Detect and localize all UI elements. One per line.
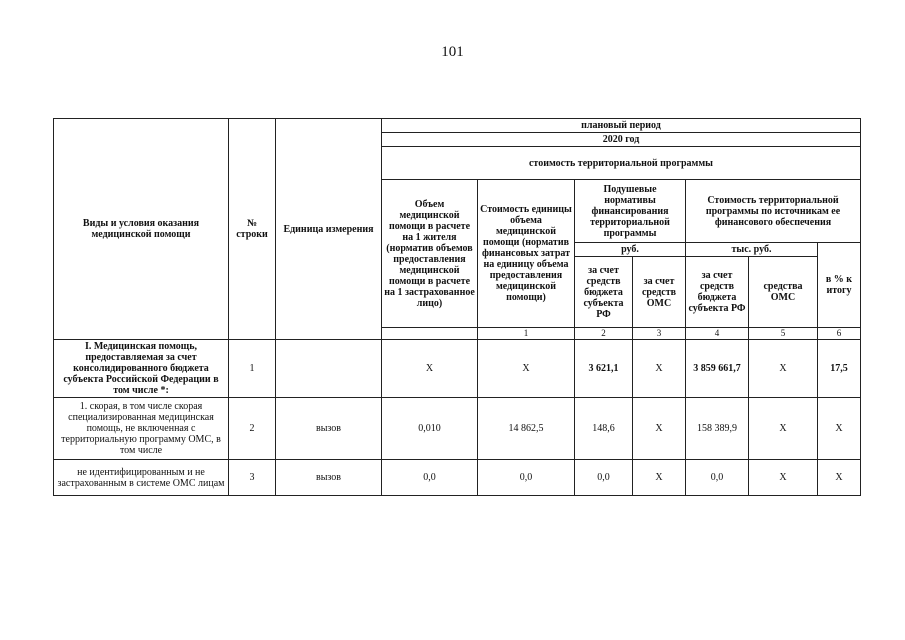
header-program-cost: стоимость территориальной программы [382, 147, 861, 180]
header-unit: Единица измерения [276, 119, 382, 340]
row-oms-rub: X [633, 460, 686, 496]
row-name: 1. скорая, в том числе скорая специализированная медицинская помощь, не включенная с территориальную программу ОМС, в том числе [54, 398, 229, 460]
header-unit-cost: Стоимость единицы объема медицинской помощи (норматив финансовых затрат на единицу объема предоставления медицинской помощи) [478, 180, 575, 328]
row-percent: 17,5 [818, 340, 861, 398]
table-row [54, 340, 861, 398]
row-unit-cost: 0,0 [478, 460, 575, 496]
row-oms-thousand: X [749, 398, 818, 460]
header-thousand-rub: тыс. руб. [686, 243, 818, 257]
column-number: 5 [749, 328, 818, 340]
row-budget-rub: 3 621,1 [575, 340, 633, 398]
row-oms-thousand: X [749, 460, 818, 496]
column-number: 4 [686, 328, 749, 340]
header-oms-funds: за счет средств ОМС [633, 257, 686, 328]
row-no: 3 [229, 460, 276, 496]
table-row [54, 460, 861, 496]
row-volume: 0,0 [382, 460, 478, 496]
header-rub: руб. [575, 243, 686, 257]
row-budget-rub: 148,6 [575, 398, 633, 460]
row-unit-cost: 14 862,5 [478, 398, 575, 460]
row-volume: X [382, 340, 478, 398]
row-oms-rub: X [633, 398, 686, 460]
header-oms-2: средства ОМС [749, 257, 818, 328]
table-row [54, 398, 861, 460]
row-volume: 0,010 [382, 398, 478, 460]
header-budget-rf-2: за счет средств бюджета субъекта РФ [686, 257, 749, 328]
row-oms-thousand: X [749, 340, 818, 398]
header-by-source: Стоимость территориальной программы по источникам ее финансового обеспечения [686, 180, 861, 243]
row-budget-thousand: 3 859 661,7 [686, 340, 749, 398]
row-no: 2 [229, 398, 276, 460]
row-budget-thousand: 158 389,9 [686, 398, 749, 460]
row-unit: вызов [276, 460, 382, 496]
header-budget-rf: за счет средств бюджета субъекта РФ [575, 257, 633, 328]
header-percent-total: в % к итогу [818, 243, 861, 328]
header-kinds: Виды и условия оказания медицинской помощи [54, 119, 229, 340]
row-percent: X [818, 398, 861, 460]
row-oms-rub: X [633, 340, 686, 398]
row-unit-cost: X [478, 340, 575, 398]
row-percent: X [818, 460, 861, 496]
row-unit: вызов [276, 398, 382, 460]
data-table [53, 118, 861, 496]
row-name: I. Медицинская помощь, предоставляемая за счет консолидированного бюджета субъекта Российской Федерации в том числе *: [54, 340, 229, 398]
row-budget-rub: 0,0 [575, 460, 633, 496]
row-budget-thousand: 0,0 [686, 460, 749, 496]
header-row-no: № строки [229, 119, 276, 340]
column-number: 1 [478, 328, 575, 340]
column-number [382, 328, 478, 340]
header-volume: Объем медицинской помощи в расчете на 1 жителя (норматив объемов предоставления медицинской помощи в расчете на 1 застрахованное лицо) [382, 180, 478, 328]
column-number: 6 [818, 328, 861, 340]
page-number: 101 [441, 44, 464, 60]
column-number: 3 [633, 328, 686, 340]
row-no: 1 [229, 340, 276, 398]
header-year: 2020 год [382, 133, 861, 147]
row-name: не идентифицированным и не застрахованным в системе ОМС лицам [54, 460, 229, 496]
header-per-capita: Подушевые нормативы финансирования территориальной программы [575, 180, 686, 243]
row-unit [276, 340, 382, 398]
header-planned-period: плановый период [382, 119, 861, 133]
column-number: 2 [575, 328, 633, 340]
